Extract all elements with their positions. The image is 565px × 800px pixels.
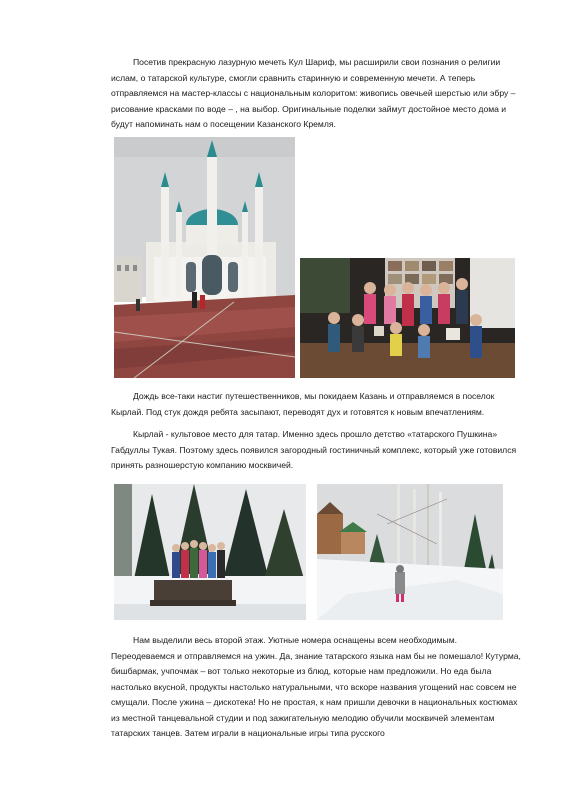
paragraph-text: Дождь все-таки настиг путешественников, мы покидаем Казань и отправляемся в поселок Кырлай. Под стук дождя ребята засыпают, переводят дух и готовятся к новым впечатлениям. (111, 391, 495, 417)
paragraph-kyrlay (111, 427, 521, 474)
paragraph-text: Посетив прекрасную лазурную мечеть Кул Шариф, мы расширили свои познания о религии ислам, о татарской культуре, смогли сравнить старинную и современную мечети. А теперь отправляемся на мастер-классы с национальным колоритом: живопись овечьей шерстью или эбру – рисование красками по воде – , на выбор. Оригинальные поделки займут достойное место дома и будут напоминать нам о посещении Казанского Кремля. (111, 57, 516, 129)
paragraph-rain-departure (111, 389, 521, 420)
paragraph-text: Нам выделили весь второй этаж. Уютные номера оснащены всем необходимым. Переодеваемся и отправляемся на ужин. Да, знание татарского языка нам бы не помешало! Кутурма, бишбармак, учпочмак – вот только некоторые из блюд, которые нам предложили. Но еда была настолько вкусной, продукты настолько натуральными, что вскоре названия угощений нас совсем не смущали. После ужина – дискотека! Но не простая, к нам пришли девочки в национальных костюмах из местной танцевальной студии и под зажигательную мелодию обучили москвичей элементам татарских танцев. Затем играли в национальные игры типа русского (111, 635, 521, 738)
photo-group-at-monument (114, 484, 306, 620)
paragraph-text: Кырлай - культовое место для татар. Именно здесь прошло детство «татарского Пушкина» Габдуллы Тукая. Поэтому здесь появился загородный гостиничный комплекс, который уже готовился принять разношерстую компанию москвичей. (111, 429, 517, 470)
photo-snowy-forest (317, 484, 503, 620)
paragraph-hotel-evening (111, 633, 521, 742)
photo-kul-sharif-mosque (114, 137, 295, 378)
photo-children-workshop (300, 258, 515, 378)
paragraph-mosque-visit (111, 55, 521, 133)
